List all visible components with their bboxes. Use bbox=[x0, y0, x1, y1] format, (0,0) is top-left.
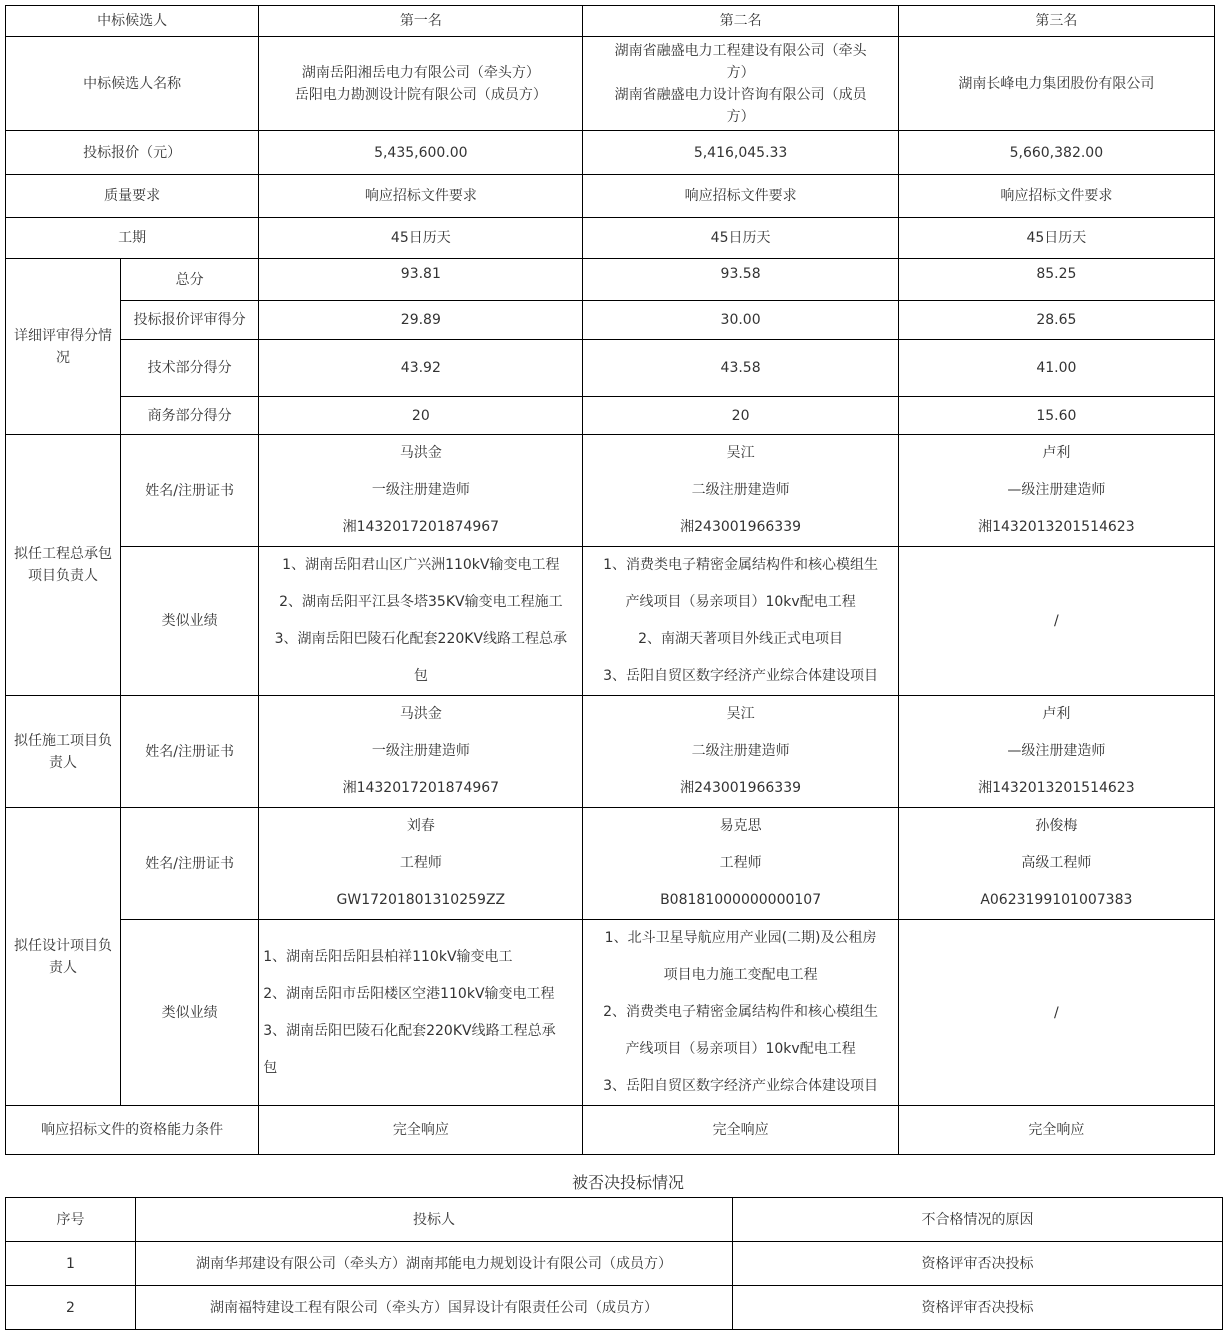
design-name-label: 姓名/注册证书 bbox=[121, 808, 259, 920]
gc-perf-label: 类似业绩 bbox=[121, 547, 259, 696]
score-label: 总分 bbox=[121, 259, 259, 301]
design-perf-label: 类似业绩 bbox=[121, 920, 259, 1106]
score-value: 41.00 bbox=[898, 340, 1214, 397]
gc-perf-2: 1、消费类电子精密金属结构件和核心模组生 产线项目（易亲项目）10kv配电工程 2、南湖天著项目外线正式电项目 3、岳阳自贸区数字经济产业综合体建设项目 bbox=[583, 547, 898, 696]
gc-manager-perf-row bbox=[6, 547, 1215, 696]
score-row-business bbox=[6, 397, 1215, 435]
score-value: 29.89 bbox=[259, 301, 583, 340]
duration-1: 45日历天 bbox=[259, 218, 583, 259]
design-manager-group-label: 拟任设计项目负责人 bbox=[6, 808, 121, 1106]
construction-person-2: 吴江 二级注册建造师 湘243001966339 bbox=[583, 696, 898, 808]
rejected-header-bidder: 投标人 bbox=[136, 1198, 733, 1242]
qualification-2: 完全响应 bbox=[583, 1106, 898, 1155]
rejected-header-row bbox=[6, 1198, 1223, 1242]
quality-2: 响应招标文件要求 bbox=[583, 175, 898, 218]
qualification-3: 完全响应 bbox=[898, 1106, 1214, 1155]
quality-label: 质量要求 bbox=[6, 175, 259, 218]
candidate-name-3: 湖南长峰电力集团股份有限公司 bbox=[898, 37, 1214, 131]
design-person-3: 孙俊梅 高级工程师 A0623199101007383 bbox=[898, 808, 1214, 920]
table-row bbox=[6, 1242, 1223, 1286]
construction-name-label: 姓名/注册证书 bbox=[121, 696, 259, 808]
gc-name-label: 姓名/注册证书 bbox=[121, 435, 259, 547]
quality-3: 响应招标文件要求 bbox=[898, 175, 1214, 218]
design-person-1: 刘春 工程师 GW17201801310259ZZ bbox=[259, 808, 583, 920]
score-value: 20 bbox=[583, 397, 898, 435]
quality-row bbox=[6, 175, 1215, 218]
scores-group-label: 详细评审得分情况 bbox=[6, 259, 121, 435]
duration-2: 45日历天 bbox=[583, 218, 898, 259]
design-perf-3: / bbox=[898, 920, 1214, 1106]
qualification-1: 完全响应 bbox=[259, 1106, 583, 1155]
bid-price-2: 5,416,045.33 bbox=[583, 131, 898, 175]
quality-1: 响应招标文件要求 bbox=[259, 175, 583, 218]
bid-price-3: 5,660,382.00 bbox=[898, 131, 1214, 175]
rejected-reason: 资格评审否决投标 bbox=[733, 1242, 1223, 1286]
score-value: 43.92 bbox=[259, 340, 583, 397]
gc-person-1: 马洪金 一级注册建造师 湘1432017201874967 bbox=[259, 435, 583, 547]
design-person-2: 易克思 工程师 B08181000000000107 bbox=[583, 808, 898, 920]
construction-person-1: 马洪金 一级注册建造师 湘1432017201874967 bbox=[259, 696, 583, 808]
duration-label: 工期 bbox=[6, 218, 259, 259]
rejected-bids-table bbox=[5, 1197, 1223, 1330]
gc-manager-person-row bbox=[6, 435, 1215, 547]
duration-row bbox=[6, 218, 1215, 259]
candidate-name-1: 湖南岳阳湘岳电力有限公司（牵头方） 岳阳电力勘测设计院有限公司（成员方） bbox=[259, 37, 583, 131]
design-perf-2: 1、北斗卫星导航应用产业园(二期)及公租房 项目电力施工变配电工程 2、消费类电子精密金属结构件和核心模组生 产线项目（易亲项目）10kv配电工程 3、岳阳自贸区数字经济产业综合体建设项目 bbox=[583, 920, 898, 1106]
score-value: 85.25 bbox=[898, 259, 1214, 301]
rejected-no: 1 bbox=[6, 1242, 136, 1286]
score-value: 93.81 bbox=[259, 259, 583, 301]
construction-person-3: 卢利 —级注册建造师 湘1432013201514623 bbox=[898, 696, 1214, 808]
gc-person-3: 卢利 —级注册建造师 湘1432013201514623 bbox=[898, 435, 1214, 547]
gc-perf-1: 1、湖南岳阳君山区广兴洲110kV输变电工程 2、湖南岳阳平江县冬塔35KV输变电工程施工 3、湖南岳阳巴陵石化配套220KV线路工程总承 包 bbox=[259, 547, 583, 696]
design-perf-1: 1、湖南岳阳岳阳县柏祥110kV输变电工 2、湖南岳阳市岳阳楼区空港110kV输变电工程 3、湖南岳阳巴陵石化配套220KV线路工程总承 包 bbox=[259, 920, 583, 1106]
score-value: 15.60 bbox=[898, 397, 1214, 435]
rejected-header-reason: 不合格情况的原因 bbox=[733, 1198, 1223, 1242]
bid-price-label: 投标报价（元） bbox=[6, 131, 259, 175]
rank-2: 第二名 bbox=[583, 6, 898, 37]
score-row-technical bbox=[6, 340, 1215, 397]
score-label: 技术部分得分 bbox=[121, 340, 259, 397]
score-row-price bbox=[6, 301, 1215, 340]
design-manager-perf-row bbox=[6, 920, 1215, 1106]
rank-1: 第一名 bbox=[259, 6, 583, 37]
header-label: 中标候选人 bbox=[6, 6, 259, 37]
rejected-bids-title: 被否决投标情况 bbox=[571, 1173, 684, 1192]
design-manager-person-row bbox=[6, 808, 1215, 920]
score-value: 28.65 bbox=[898, 301, 1214, 340]
table-row bbox=[6, 1286, 1223, 1330]
candidate-table bbox=[5, 5, 1215, 1155]
rank-3: 第三名 bbox=[898, 6, 1214, 37]
header-row bbox=[6, 6, 1215, 37]
score-value: 93.58 bbox=[583, 259, 898, 301]
rejected-header-no: 序号 bbox=[6, 1198, 136, 1242]
score-value: 43.58 bbox=[583, 340, 898, 397]
gc-person-2: 吴江 二级注册建造师 湘243001966339 bbox=[583, 435, 898, 547]
score-label: 投标报价评审得分 bbox=[121, 301, 259, 340]
score-label: 商务部分得分 bbox=[121, 397, 259, 435]
candidate-name-2: 湖南省融盛电力工程建设有限公司（牵头 方） 湖南省融盛电力设计咨询有限公司（成员 方） bbox=[583, 37, 898, 131]
qualification-row bbox=[6, 1106, 1215, 1155]
candidate-name-label: 中标候选人名称 bbox=[6, 37, 259, 131]
gc-perf-3: / bbox=[898, 547, 1214, 696]
qualification-label: 响应招标文件的资格能力条件 bbox=[6, 1106, 259, 1155]
construction-manager-group-label: 拟任施工项目负责人 bbox=[6, 696, 121, 808]
bid-price-row bbox=[6, 131, 1215, 175]
score-value: 30.00 bbox=[583, 301, 898, 340]
rejected-no: 2 bbox=[6, 1286, 136, 1330]
score-value: 20 bbox=[259, 397, 583, 435]
candidate-name-row bbox=[6, 37, 1215, 131]
duration-3: 45日历天 bbox=[898, 218, 1214, 259]
rejected-bidder: 湖南福特建设工程有限公司（牵头方）国昇设计有限责任公司（成员方） bbox=[136, 1286, 733, 1330]
score-row-total bbox=[6, 259, 1215, 301]
rejected-reason: 资格评审否决投标 bbox=[733, 1286, 1223, 1330]
gc-manager-group-label: 拟任工程总承包项目负责人 bbox=[6, 435, 121, 696]
rejected-bidder: 湖南华邦建设有限公司（牵头方）湖南邦能电力规划设计有限公司（成员方） bbox=[136, 1242, 733, 1286]
construction-manager-row bbox=[6, 696, 1215, 808]
bid-price-1: 5,435,600.00 bbox=[259, 131, 583, 175]
